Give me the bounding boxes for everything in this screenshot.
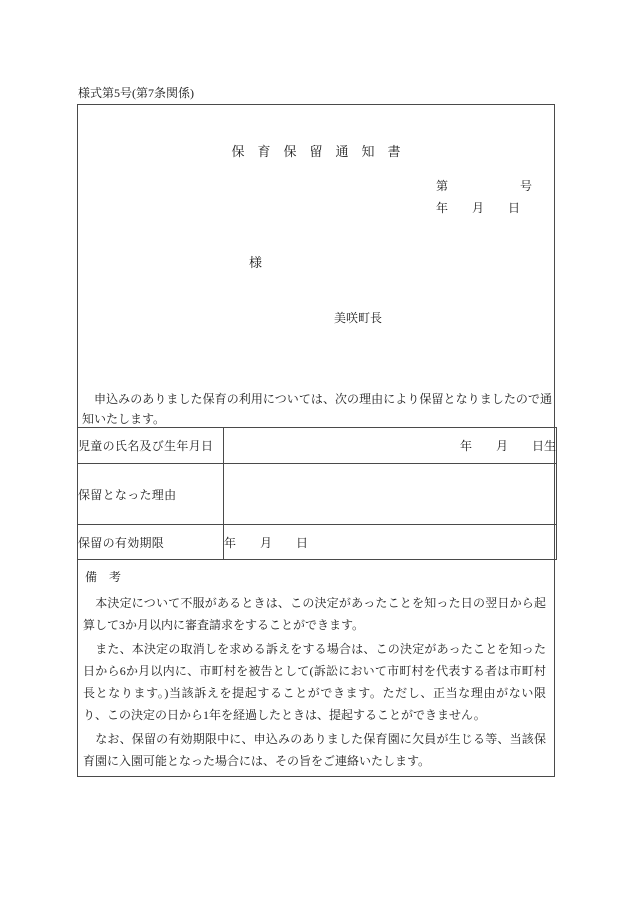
- remarks-section: [78, 560, 554, 776]
- row-value-child-birthdate: 年 月 日生: [224, 428, 557, 464]
- notice-box: [77, 104, 555, 777]
- notice-body-paragraph: 申込みのありました保育の利用については、次の理由により保留となりましたので通知いたします。: [82, 392, 552, 426]
- row-value-hold-expiry-date: 年 月 日: [224, 525, 557, 560]
- document-number-line: 第 号: [436, 179, 533, 193]
- row-label-child-name: 児童の氏名及び生年月日: [78, 428, 224, 464]
- table-row-hold-reason: [78, 464, 557, 525]
- notice-table: [77, 427, 557, 560]
- addressee-honorific: 様: [249, 255, 263, 270]
- row-label-hold-expiry: 保留の有効期限: [78, 525, 224, 560]
- table-row-hold-expiry: [78, 525, 557, 560]
- table-row-child-name: [78, 428, 557, 464]
- remarks-paragraph-lawsuit: また、本決定の取消しを求める訴えをする場合は、この決定があったことを知った日から6か月以内に、市町村を被告として(訴訟において市町村を代表する者は市町村長となります。)当該訴えを提起することができます。ただし、正当な理由がない限り、この決定の日から1年を経過したときは、提起することができません。: [83, 642, 546, 722]
- form-number-label: 様式第5号(第7条関係): [78, 86, 194, 100]
- row-value-hold-reason: [224, 464, 557, 525]
- row-label-hold-reason: 保留となった理由: [78, 464, 224, 525]
- issuer-name: 美咲町長: [334, 311, 383, 325]
- document-date-line: 年 月 日: [436, 201, 521, 215]
- document-title: 保 育 保 留 通 知 書: [231, 144, 401, 159]
- remarks-paragraph-appeal: 本決定について不服があるときは、この決定があったことを知った日の翌日から起算して3か月以内に審査請求をすることができます。: [83, 596, 546, 632]
- remarks-paragraph-vacancy-notice: なお、保留の有効期限中に、申込みのありました保育園に欠員が生じる等、当該保育園に入園可能となった場合には、その旨をご連絡いたします。: [83, 732, 546, 768]
- remarks-heading: 備 考: [85, 570, 122, 584]
